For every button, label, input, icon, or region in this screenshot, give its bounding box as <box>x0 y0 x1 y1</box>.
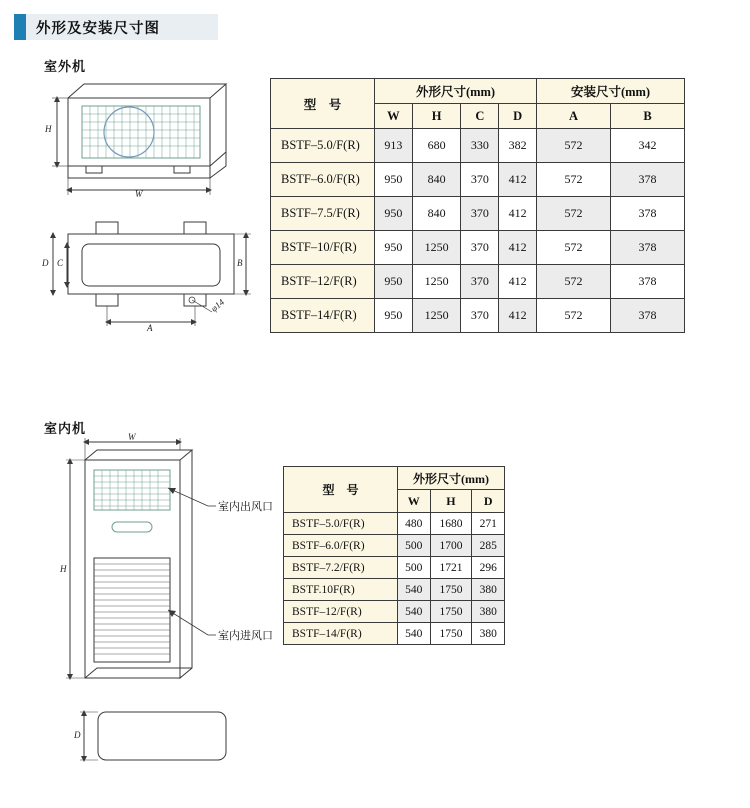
header-outer-dimensions: 外形尺寸(mm) <box>375 79 537 104</box>
header-model: 型 号 <box>271 79 375 129</box>
cell-w: 480 <box>398 513 431 535</box>
dimension-label-a-outdoor: A <box>147 323 153 333</box>
cell-c: 370 <box>461 163 499 197</box>
cell-a: 572 <box>537 299 611 333</box>
dimension-label-h-indoor: H <box>60 564 67 574</box>
table-row <box>284 557 505 579</box>
table-row <box>271 231 685 265</box>
header-model: 型 号 <box>284 467 398 513</box>
header-accent-bar <box>14 14 26 40</box>
dimension-label-w-outdoor: W <box>135 189 143 199</box>
table-row <box>284 601 505 623</box>
section-label-indoor: 室内机 <box>44 421 87 436</box>
callout-air-inlet: 室内进风口 <box>218 630 273 642</box>
cell-h: 680 <box>412 129 461 163</box>
cell-model: BSTF–6.0/F(R) <box>271 163 375 197</box>
header-col-h: H <box>412 104 461 129</box>
cell-d: 382 <box>499 129 537 163</box>
section-label-outdoor: 室外机 <box>44 59 87 74</box>
cell-b: 378 <box>611 231 685 265</box>
cell-c: 330 <box>461 129 499 163</box>
cell-w: 500 <box>398 535 431 557</box>
cell-model: BSTF–5.0/F(R) <box>284 513 398 535</box>
cell-a: 572 <box>537 163 611 197</box>
cell-h: 840 <box>412 197 461 231</box>
cell-model: BSTF–7.2/F(R) <box>284 557 398 579</box>
cell-w: 540 <box>398 601 431 623</box>
cell-d: 380 <box>472 579 505 601</box>
table-row <box>271 197 685 231</box>
cell-model: BSTF–5.0/F(R) <box>271 129 375 163</box>
cell-c: 370 <box>461 197 499 231</box>
cell-d: 412 <box>499 231 537 265</box>
cell-h: 1250 <box>412 299 461 333</box>
indoor-unit-drawing <box>40 432 290 780</box>
cell-d: 285 <box>472 535 505 557</box>
header-col-w: W <box>375 104 413 129</box>
table-header-row <box>271 79 685 104</box>
cell-w: 500 <box>398 557 431 579</box>
cell-d: 380 <box>472 623 505 645</box>
outdoor-unit-drawing <box>34 74 259 344</box>
cell-d: 412 <box>499 197 537 231</box>
header-col-c: C <box>461 104 499 129</box>
header-col-d: D <box>499 104 537 129</box>
cell-a: 572 <box>537 129 611 163</box>
cell-c: 370 <box>461 265 499 299</box>
cell-model: BSTF–6.0/F(R) <box>284 535 398 557</box>
cell-b: 378 <box>611 265 685 299</box>
header-col-w: W <box>398 490 431 513</box>
header-col-d: D <box>472 490 505 513</box>
cell-a: 572 <box>537 265 611 299</box>
table-row <box>271 299 685 333</box>
cell-h: 1250 <box>412 231 461 265</box>
cell-model: BSTF.10F(R) <box>284 579 398 601</box>
cell-w: 950 <box>375 265 413 299</box>
cell-model: BSTF–10/F(R) <box>271 231 375 265</box>
dimension-label-d-outdoor: D <box>42 258 49 268</box>
cell-h: 1750 <box>430 579 472 601</box>
table-row <box>284 579 505 601</box>
cell-model: BSTF–7.5/F(R) <box>271 197 375 231</box>
cell-h: 1700 <box>430 535 472 557</box>
dimension-label-hole-diameter: φ14 <box>209 297 227 314</box>
cell-w: 950 <box>375 231 413 265</box>
indoor-dimensions-table <box>283 466 505 645</box>
cell-d: 271 <box>472 513 505 535</box>
dimension-label-w-indoor: W <box>128 432 136 442</box>
cell-w: 540 <box>398 623 431 645</box>
cell-w: 950 <box>375 299 413 333</box>
header-install-dimensions: 安装尺寸(mm) <box>537 79 685 104</box>
cell-d: 412 <box>499 299 537 333</box>
table-row <box>271 163 685 197</box>
cell-model: BSTF–14/F(R) <box>284 623 398 645</box>
cell-h: 1750 <box>430 601 472 623</box>
cell-c: 370 <box>461 299 499 333</box>
cell-b: 342 <box>611 129 685 163</box>
cell-d: 296 <box>472 557 505 579</box>
cell-w: 540 <box>398 579 431 601</box>
page-title: 外形及安装尺寸图 <box>36 20 160 37</box>
dimension-label-d-indoor: D <box>74 730 81 740</box>
cell-h: 840 <box>412 163 461 197</box>
header-col-b: B <box>611 104 685 129</box>
dimension-label-b-outdoor: B <box>237 258 243 268</box>
cell-w: 950 <box>375 197 413 231</box>
table-row <box>284 513 505 535</box>
cell-model: BSTF–12/F(R) <box>271 265 375 299</box>
table-row <box>271 265 685 299</box>
table-header-row <box>284 467 505 490</box>
header-col-h: H <box>430 490 472 513</box>
cell-h: 1721 <box>430 557 472 579</box>
header-col-a: A <box>537 104 611 129</box>
cell-d: 380 <box>472 601 505 623</box>
cell-d: 412 <box>499 265 537 299</box>
cell-h: 1750 <box>430 623 472 645</box>
cell-d: 412 <box>499 163 537 197</box>
header-outer-dimensions: 外形尺寸(mm) <box>398 467 505 490</box>
cell-w: 950 <box>375 163 413 197</box>
cell-h: 1250 <box>412 265 461 299</box>
cell-model: BSTF–14/F(R) <box>271 299 375 333</box>
cell-b: 378 <box>611 163 685 197</box>
cell-h: 1680 <box>430 513 472 535</box>
dimension-label-c-outdoor: C <box>57 258 64 268</box>
dimension-label-h-outdoor: H <box>45 124 52 134</box>
outdoor-dimensions-table <box>270 78 685 333</box>
cell-b: 378 <box>611 197 685 231</box>
cell-w: 913 <box>375 129 413 163</box>
callout-air-outlet: 室内出风口 <box>218 501 273 513</box>
cell-a: 572 <box>537 197 611 231</box>
table-row <box>284 623 505 645</box>
cell-a: 572 <box>537 231 611 265</box>
cell-b: 378 <box>611 299 685 333</box>
cell-model: BSTF–12/F(R) <box>284 601 398 623</box>
table-row <box>271 129 685 163</box>
cell-c: 370 <box>461 231 499 265</box>
table-row <box>284 535 505 557</box>
page-header <box>14 14 218 40</box>
